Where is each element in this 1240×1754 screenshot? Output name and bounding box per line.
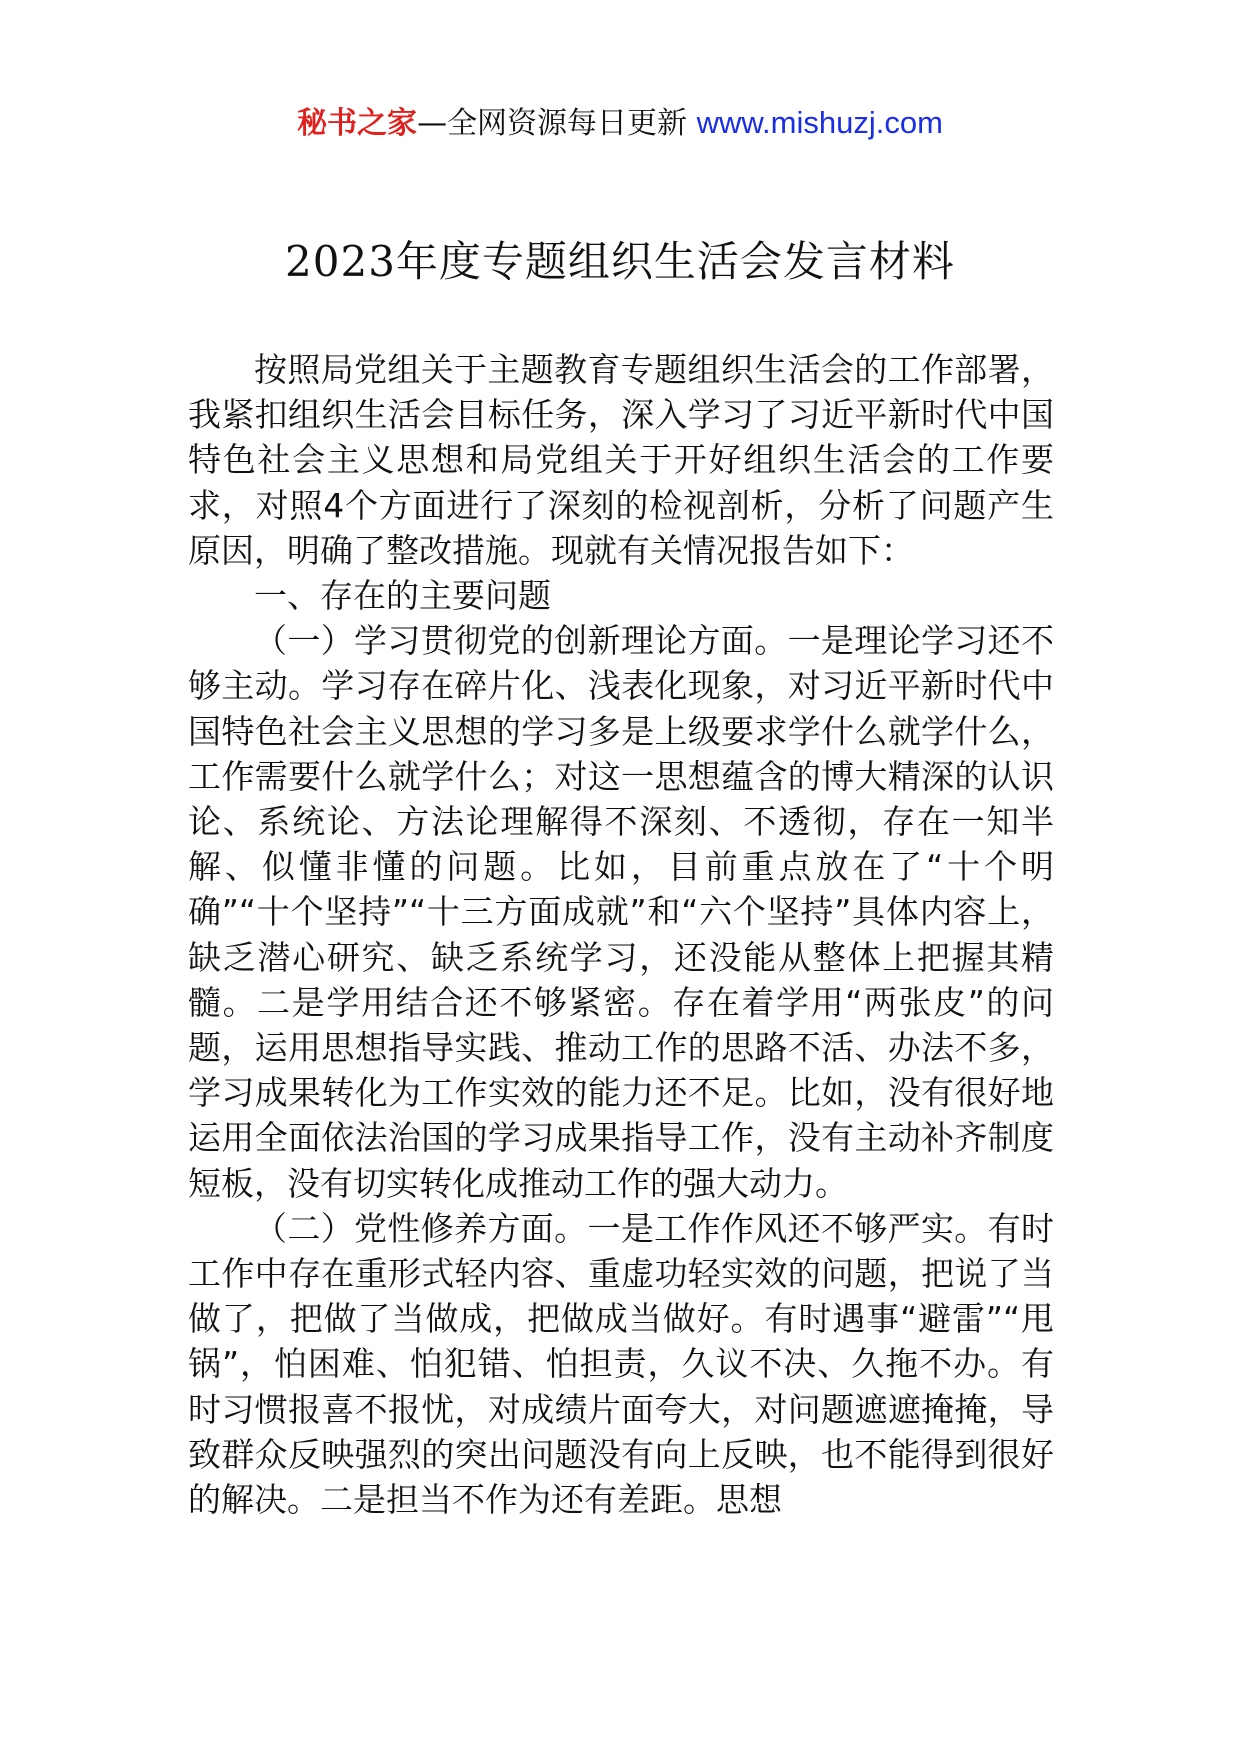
paragraph-party-spirit: （二）党性修养方面。一是工作作风还不够严实。有时工作中存在重形式轻内容、重虚功轻实效的问题，把说了当做了，把做了当做成，把做成当做好。有时遇事“避雷”“甩锅”，怕困难、怕犯错、怕担责，久议不决、久拖不办。有时习惯报喜不报忧，对成绩片面夸大，对问题遮遮掩掩，导致群众反映强烈的突出问题没有向上反映，也不能得到很好的解决。二是担当不作为还有差距。思想 — [188, 1208, 1054, 1520]
document-body — [188, 347, 1054, 1522]
header-tagline: —全网资源每日更新 — [417, 106, 697, 141]
document-title: 2023年度专题组织生活会发言材料 — [285, 237, 955, 286]
paragraph-intro: 按照局党组关于主题教育专题组织生活会的工作部署，我紧扣组织生活会目标任务，深入学习了习近平新时代中国特色社会主义思想和局党组关于开好组织生活会的工作要求，对照4个方面进行了深刻的检视剖析，分析了问题产生原因，明确了整改措施。现就有关情况报告如下： — [188, 350, 1054, 570]
section-heading: 一、存在的主要问题 — [254, 576, 551, 616]
site-url-link[interactable]: www.mishuzj.com — [696, 105, 943, 140]
site-header — [0, 100, 1240, 147]
paragraph-theory-study: （一）学习贯彻党的创新理论方面。一是理论学习还不够主动。学习存在碎片化、浅表化现象，对习近平新时代中国特色社会主义思想的学习多是上级要求学什么就学什么，工作需要什么就学什么；对这一思想蕴含的博大精深的认识论、系统论、方法论理解得不深刻、不透彻，存在一知半解、似懂非懂的问题。比如，目前重点放在了“十个明确”“十个坚持”“十三方面成就”和“六个坚持”具体内容上，缺乏潜心研究、缺乏系统学习，还没能从整体上把握其精髓。二是学用结合还不够紧密。存在着学用“两张皮”的问题，运用思想指导实践、推动工作的思路不活、办法不多，学习成果转化为工作实效的能力还不足。比如，没有很好地运用全面依法治国的学习成果指导工作，没有主动补齐制度短板，没有切实转化成推动工作的强大动力。 — [188, 621, 1054, 1203]
brand-name: 秘书之家 — [297, 106, 418, 141]
